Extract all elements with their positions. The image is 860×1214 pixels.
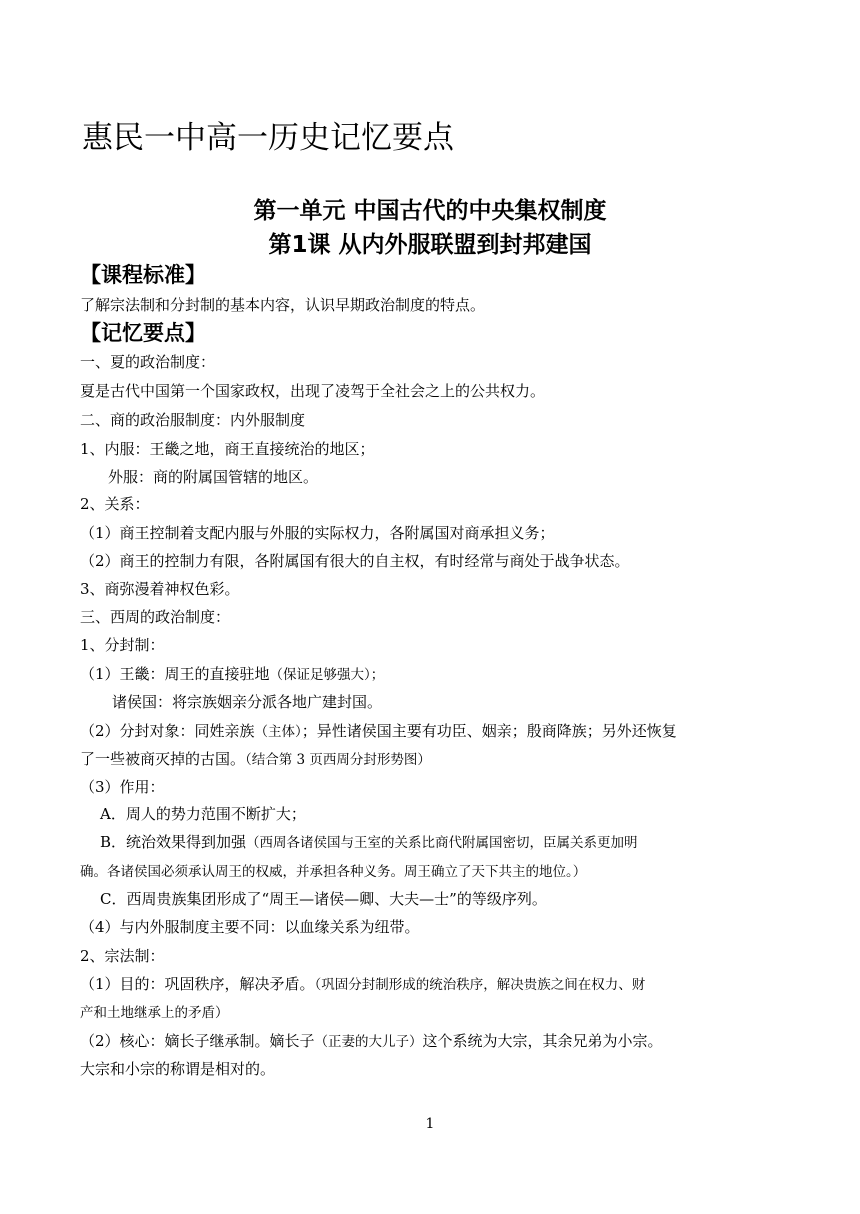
text-line: 1、内服：王畿之地，商王直接统治的地区； <box>80 440 375 458</box>
text-note: （正妻的大儿子） <box>314 1034 423 1050</box>
text-line: 2、关系： <box>80 495 150 513</box>
text-line: 外服：商的附属国管辖的地区。 <box>108 468 319 486</box>
text-line <box>80 860 586 883</box>
text-line: 一、夏的政治制度： <box>80 353 216 371</box>
text-segment: （2）核心：嫡长子继承制。嫡长子 <box>80 1032 315 1050</box>
text-line: 诸侯国：将宗族姻亲分派各地广建封国。 <box>112 693 383 711</box>
text-line <box>80 720 677 743</box>
text-segment: （2）分封对象：同姓亲族 <box>80 722 255 740</box>
text-segment: （1）目的：巩固秩序，解决矛盾。 <box>80 975 315 993</box>
text-line: 夏是古代中国第一个国家政权，出现了凌驾于全社会之上的公共权力。 <box>80 382 546 400</box>
text-line: 1、分封制： <box>80 636 165 654</box>
unit-title: 第一单元 中国古代的中央集权制度 <box>253 198 607 224</box>
text-line <box>80 748 431 771</box>
text-note: （结合第 3 页西周分封形势图） <box>245 752 431 768</box>
text-note: 产和土地继承上的矛盾） <box>80 1005 229 1021</box>
text-line: 大宗和小宗的称谓是相对的。 <box>80 1060 276 1078</box>
text-segment: （1）王畿：周王的直接驻地 <box>80 665 270 683</box>
text-line: 2、宗法制： <box>80 947 165 965</box>
text-line <box>100 831 638 854</box>
text-line: C．西周贵族集团形成了“周王—诸侯—卿、大夫—士”的等级序列。 <box>100 890 547 908</box>
text-segment: B．统治效果得到加强 <box>100 833 247 851</box>
text-line: A．周人的势力范围不断扩大； <box>100 805 306 823</box>
page-number: 1 <box>425 1116 435 1132</box>
text-line: 二、商的政治服制度：内外服制度 <box>80 411 306 429</box>
text-segment: 这个系统为大宗，其余兄弟为小宗。 <box>422 1032 663 1050</box>
text-note: （巩固分封制形成的统治秩序，解决贵族之间在权力、财 <box>314 977 646 993</box>
text-note: （西周各诸侯国与王室的关系比商代附属国密切，臣属关系更加明 <box>246 835 638 851</box>
text-line <box>80 1001 229 1024</box>
section-heading-points: 【记忆要点】 <box>80 321 206 345</box>
standard-text: 了解宗法制和分封制的基本内容，认识早期政治制度的特点。 <box>80 296 486 314</box>
text-line <box>80 663 384 686</box>
text-segment: ；异性诸侯国主要有功臣、姻亲；殷商降族；另外还恢复 <box>301 722 677 740</box>
text-line <box>80 973 645 996</box>
text-note: （主体） <box>254 724 302 740</box>
text-segment: 了一些被商灭掉的古国。 <box>80 750 246 768</box>
text-line: （4）与内外服制度主要不同：以血缘关系为纽带。 <box>80 918 420 936</box>
text-line: （1）商王控制着支配内服与外服的实际权力，各附属国对商承担义务； <box>80 524 555 542</box>
text-note: （保证足够强大）； <box>269 667 385 683</box>
text-note: 确。各诸侯国必须承认周王的权威，并承担各种义务。周王确立了天下共主的地位。） <box>80 864 587 880</box>
text-line: 3、商弥漫着神权色彩。 <box>80 580 240 598</box>
text-line: 三、西周的政治制度： <box>80 608 231 626</box>
lesson-title: 第1课 从内外服联盟到封邦建国 <box>268 232 592 258</box>
document-title: 惠民一中高一历史记忆要点 <box>82 120 454 156</box>
section-heading-standard: 【课程标准】 <box>80 263 206 287</box>
text-line: （2）商王的控制力有限，各附属国有很大的自主权，有时经常与商处于战争状态。 <box>80 552 630 570</box>
text-line: （3）作用： <box>80 778 165 796</box>
text-line <box>80 1030 663 1053</box>
